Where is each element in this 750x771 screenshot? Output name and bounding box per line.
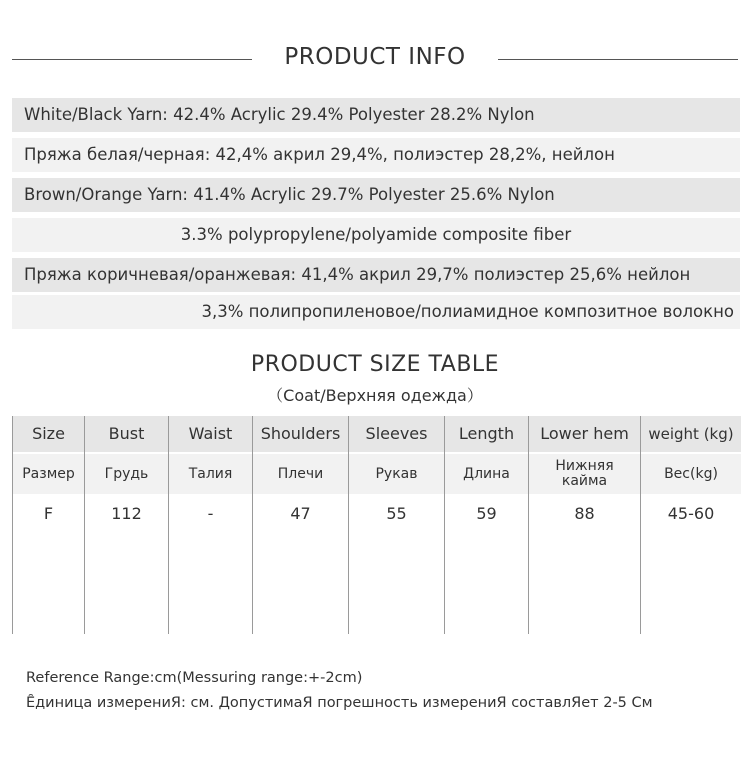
column-value: 59 [476, 504, 497, 523]
heading-divider-right [498, 59, 738, 60]
column-value: 45-60 [667, 504, 715, 523]
column-header-en: Length [445, 416, 528, 452]
column-header-ru: Вес(kg) [641, 454, 741, 494]
waist-column [169, 416, 253, 634]
column-header-ru: Размер [13, 454, 84, 494]
length-column [445, 416, 529, 634]
composition-row-white-black-ru [12, 138, 740, 172]
composition-row-brown-orange-ru-cont [12, 295, 740, 329]
size-table-subtitle: （Coat/Верхняя одежда） [267, 386, 483, 405]
composition-text: Brown/Orange Yarn: 41.4% Acrylic 29.7% Polyester 25.6% Nylon [24, 185, 555, 204]
composition-text: White/Black Yarn: 42.4% Acrylic 29.4% Polyester 28.2% Nylon [24, 105, 535, 124]
column-value: F [43, 504, 54, 523]
column-header-ru: Длина [445, 454, 528, 494]
composition-text: Пряжа белая/черная: 42,4% акрил 29,4%, полиэстер 28,2%, нейлон [24, 145, 615, 164]
size-table [12, 416, 741, 634]
size-column [13, 416, 85, 634]
composition-row-brown-orange-ru [12, 258, 740, 292]
sleeves-column [349, 416, 445, 634]
column-value: 88 [574, 504, 595, 523]
column-header-en: Bust [85, 416, 168, 452]
composition-text: 3.3% polypropylene/polyamide composite fiber [180, 225, 572, 244]
lower-hem-column [529, 416, 641, 634]
column-header-ru: Рукав [349, 454, 444, 494]
column-header-ru: Грудь [85, 454, 168, 494]
shoulders-column [253, 416, 349, 634]
column-value: 55 [386, 504, 407, 523]
column-header-en: weight (kg) [641, 416, 741, 452]
column-header-ru: Нижняя кайма [529, 454, 640, 494]
product-info-title: PRODUCT INFO [284, 44, 466, 70]
reference-range-note: Reference Range:cm(Messuring range:+-2cm) [26, 670, 363, 686]
reference-range-note-ru: Ȇдиница измерениЯ: см. ДопустимаЯ погрешность измерениЯ составлЯет 2-5 См [26, 695, 653, 711]
column-header-en: Waist [169, 416, 252, 452]
size-table-title: PRODUCT SIZE TABLE [250, 352, 500, 377]
column-header-ru: Талия [169, 454, 252, 494]
composition-row-brown-orange-en-cont [12, 218, 740, 252]
column-value: 112 [111, 504, 142, 523]
bust-column [85, 416, 169, 634]
column-value: 47 [290, 504, 311, 523]
composition-text: Пряжа коричневая/оранжевая: 41,4% акрил 29,7% полиэстер 25,6% нейлон [24, 265, 691, 284]
weight-column [641, 416, 741, 634]
composition-row-brown-orange-en [12, 178, 740, 212]
product-info-heading [0, 38, 750, 82]
column-header-en: Sleeves [349, 416, 444, 452]
column-header-en: Shoulders [253, 416, 348, 452]
column-header-en: Lower hem [529, 416, 640, 452]
composition-row-white-black-en [12, 98, 740, 132]
composition-text: 3,3% полипропиленовое/полиамидное композитное волокно [201, 302, 734, 321]
column-header-ru: Плечи [253, 454, 348, 494]
column-value: - [207, 504, 214, 523]
column-header-en: Size [13, 416, 84, 452]
